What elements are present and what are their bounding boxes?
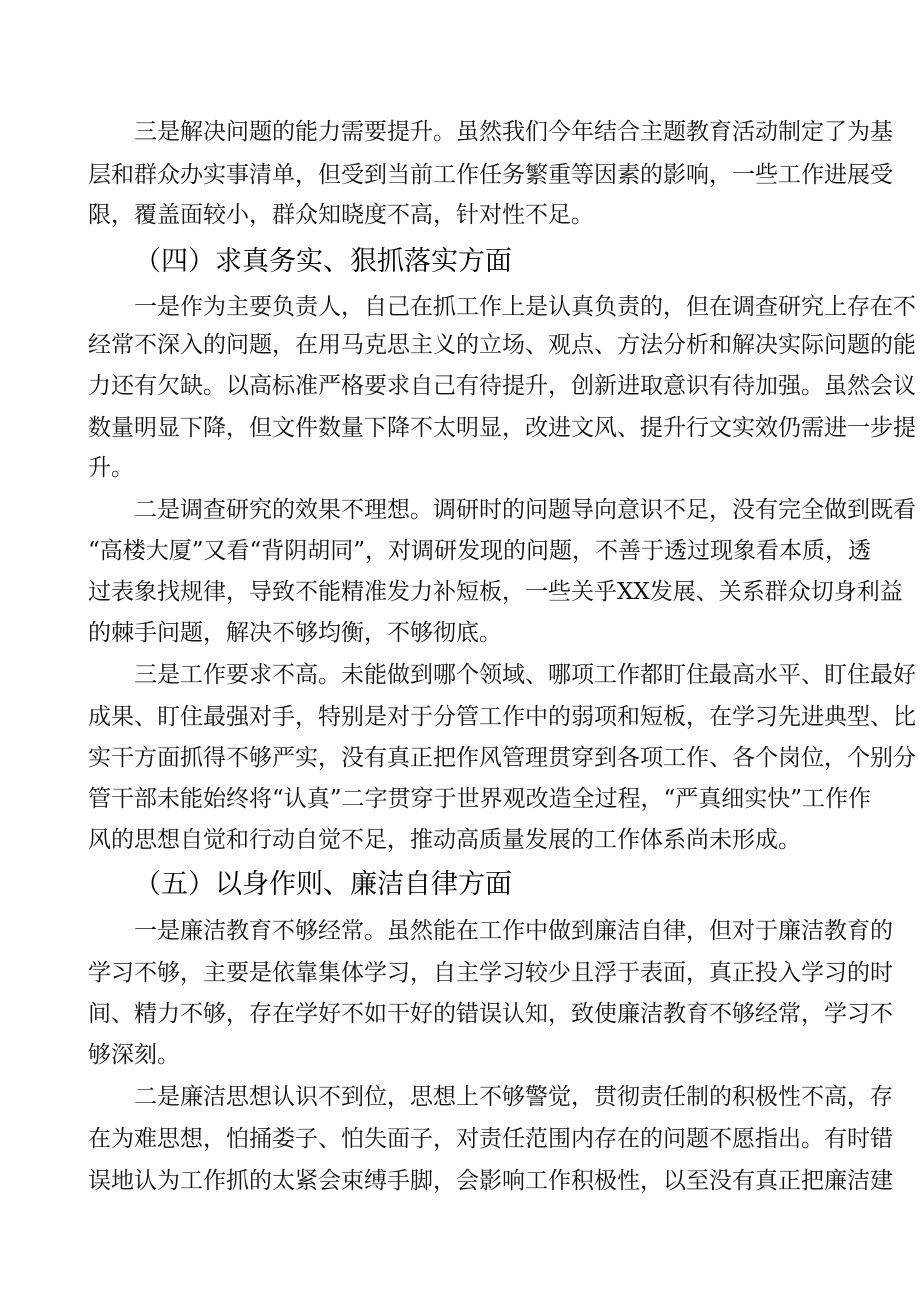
section-heading: （五）以身作则、廉洁自律方面 [134,869,512,900]
text-line: 成果、盯住最强对手，特别是对于分管工作中的弱项和短板，在学习先进典型、比 [88,704,916,730]
text-line: 二是调查研究的效果不理想。调研时的问题导向意识不足，没有完全做到既看 [134,497,916,523]
text-line: 升。 [88,455,134,481]
text-line: 间、精力不够，存在学好不如干好的错误认知，致使廉洁教育不够经常，学习不 [88,1001,893,1027]
text-line: 管干部未能始终将“认真”二字贯穿于世界观改造全过程，“严真细实快”工作作 [88,786,872,812]
text-line: 二是廉洁思想认识不到位，思想上不够警觉，贯彻责任制的积极性不高，存 [134,1084,893,1110]
text-line: 经常不深入的问题，在用马克思主义的立场、观点、方法分析和解决实际问题的能 [88,332,916,358]
text-line: 风的思想自觉和行动自觉不足，推动高质量发展的工作体系尚未形成。 [88,827,801,853]
text-line: 够深刻。 [88,1042,180,1068]
text-line: 限，覆盖面较小，群众知晓度不高，针对性不足。 [88,202,594,228]
text-line: 一是廉洁教育不够经常。虽然能在工作中做到廉洁自律，但对于廉洁教育的 [134,918,893,944]
text-line: 三是解决问题的能力需要提升。虽然我们今年结合主题教育活动制定了为基 [134,119,893,145]
text-line: 实干方面抓得不够严实，没有真正把作风管理贯穿到各项工作、各个岗位，个别分 [88,745,916,771]
text-line: 三是工作要求不高。未能做到哪个领域、哪项工作都盯住最高水平、盯住最好 [134,662,916,688]
text-line: 一是作为主要负责人，自己在抓工作上是认真负责的，但在调查研究上存在不 [134,294,916,320]
text-line: 在为难思想，怕捅娄子、怕失面子，对责任范围内存在的问题不愿指出。有时错 [88,1126,893,1152]
text-line: 误地认为工作抓的太紧会束缚手脚，会影响工作积极性，以至没有真正把廉洁建 [88,1168,893,1194]
text-line: 数量明显下降，但文件数量下降不太明显，改进文风、提升行文实效仍需进一步提 [88,415,916,441]
text-line: 学习不够，主要是依靠集体学习，自主学习较少且浮于表面，真正投入学习的时 [88,960,893,986]
text-line: 过表象找规律，导致不能精准发力补短板，一些关乎XX发展、关系群众切身利益 [88,579,903,605]
text-line: “高楼大厦”又看“背阴胡同”，对调研发现的问题，不善于透过现象看本质，透 [88,538,872,564]
section-heading: （四）求真务实、狠抓落实方面 [134,246,512,277]
text-line: 的棘手问题，解决不够均衡，不够彻底。 [88,620,502,646]
text-line: 层和群众办实事清单，但受到当前工作任务繁重等因素的影响，一些工作进展受 [88,162,893,188]
text-line: 力还有欠缺。以高标准严格要求自己有待提升，创新进取意识有待加强。虽然会议 [88,373,916,399]
